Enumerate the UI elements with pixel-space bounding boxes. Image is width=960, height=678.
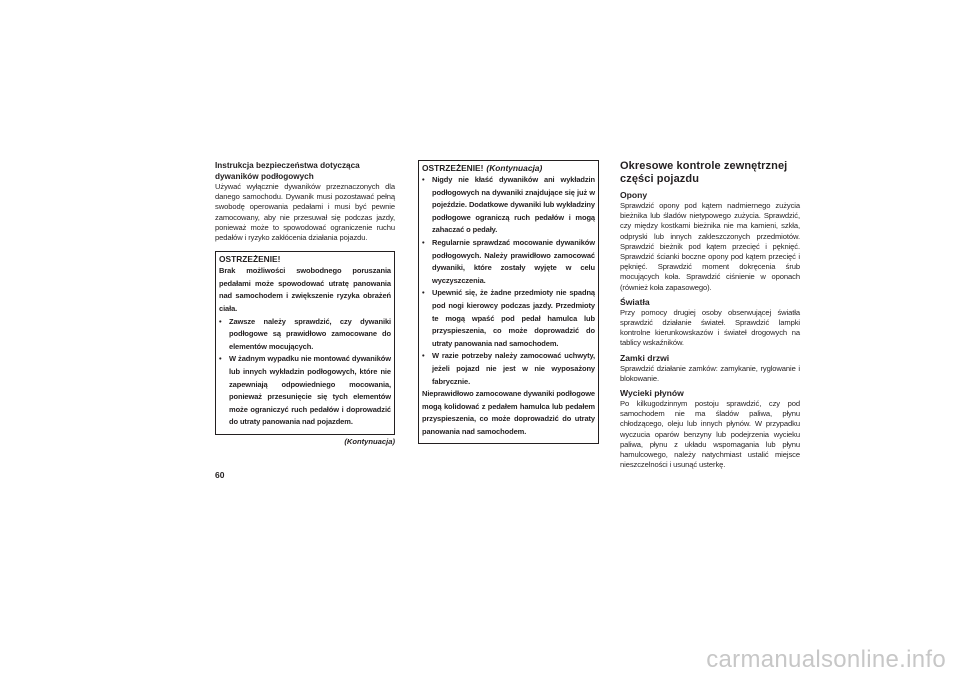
warning-intro: Brak możliwości swobodnego poruszania pedałami może spowodować utratę panowania nad samochodem i zwiększenie ryzyka obrażeń ciała. <box>219 266 391 313</box>
paragraph-door-locks: Sprawdzić działanie zamków: zamykanie, ryglowanie i blokowanie. <box>620 363 800 383</box>
subheading-lights: Światła <box>620 296 650 307</box>
warning-box <box>215 251 395 435</box>
subheading-fluid-leaks: Wycieki płynów <box>620 388 684 399</box>
paragraph-tires: Sprawdzić opony pod kątem nadmiernego zużycia bieżnika lub śladów nietypowego zużycia. Sprawdzić, czy między kostkami bieżnika nie ma kamieni, szkła, odpryski lub innych zakleszczonych przedmiotów. Sprawdzić bieżnik pod kątem przecięć i pęknięć. Sprawdzić ścianki boczne opony pod kątem przecięć i pęknięć. Sprawdzić moment dokręcenia śrub mocujących koła. Sprawdzić ciśnienie w oponach (również koła zapasowego). <box>620 201 800 292</box>
watermark: carmanualsonline.info <box>706 646 946 673</box>
floor-mat-safety-heading: Instrukcja bezpieczeństwa dotycząca dywaników podłogowych <box>215 161 360 181</box>
warning-list <box>219 316 391 429</box>
bullet-icon: • <box>422 237 425 247</box>
paragraph-lights: Przy pomocy drugiej osoby obserwującej światła sprawdzić działanie świateł. Sprawdzić lampki kontrolne kierunkowskazów i świateł drogowych na tablicy wskaźników. <box>620 307 800 348</box>
warning-title: OSTRZEŻENIE! <box>219 254 281 265</box>
warning-box-continued <box>418 160 599 444</box>
warning-list-item: • W żadnym wypadku nie montować dywaników lub innych wykładzin podłogowych, które nie zapewniają odpowiedniego mocowania, ponieważ przesunięcie się tych elementów może ograniczyć ruch pedałów i doprowadzić do utraty panowania nad pojazdem. <box>219 354 391 427</box>
bullet-icon: • <box>422 175 425 184</box>
column-right <box>620 160 800 470</box>
floor-mat-safety-paragraph: Używać wyłącznie dywaników przeznaczonych dla danego samochodu. Dywanik musi pozostawać pełną swobodę operowania pedałami i musi być pewnie zamocowany, aby nie przesuwał się podczas jazdy, ponieważ może to spowodować ograniczenie ruchu pedałów i ryzyko zakłócenia działania pojazdu. <box>215 182 395 243</box>
warning-list-item: • Upewnić się, że żadne przedmioty nie spadną pod nogi kierowcy podczas jazdy. Przedmioty te mogą wpaść pod pedał hamulca lub przyspieszenia, co może doprowadzić do utraty panowania nad samochodem. <box>422 288 595 348</box>
subheading-tires: Opony <box>620 190 648 200</box>
warning-list-item: • W razie potrzeby należy zamocować uchwyty, jeżeli pojazd nie jest w nie wyposażony fabrycznie. <box>422 351 595 386</box>
warning-title: OSTRZEŻENIE! (Kontynuacja) <box>422 163 543 173</box>
subheading-door-locks: Zamki drzwi <box>620 352 670 363</box>
warning-list-item: • Zawsze należy sprawdzić, czy dywaniki podłogowe są prawidłowo zamocowane do elementów mocujących. <box>219 316 391 351</box>
continued-label: (Kontynuacja) <box>344 436 395 446</box>
column-middle <box>418 160 599 444</box>
bullet-icon: • <box>219 354 222 364</box>
page-number: 60 <box>215 470 225 480</box>
bullet-icon: • <box>219 316 222 326</box>
column-left <box>215 160 395 448</box>
bullet-icon: • <box>422 288 425 298</box>
bullet-icon: • <box>422 351 425 361</box>
warning-outro: Nieprawidłowo zamocowane dywaniki podłogowe mogą kolidować z pedałem hamulca lub pedałem przyspieszenia, co może doprowadzić do utraty panowania nad samochodem. <box>422 389 595 436</box>
warning-list-item: • Regularnie sprawdzać mocowanie dywaników podłogowych. Należy prawidłowo zamocować dywaniki, które zostały wyjęte w celu wyczyszczenia. <box>422 237 595 285</box>
paragraph-fluid-leaks: Po kilkugodzinnym postoju sprawdzić, czy pod samochodem nie ma śladów paliwa, płynu chłodzącego, oleju lub innych płynów. W przypadku wyczucia oparów benzyny lub podejrzenia wycieku paliwa, płynu z układu wspomagania lub płynu hamulcowego, należy natychmiast ustalić miejsce nieszczelności i usunąć usterkę. <box>620 399 800 470</box>
warning-list <box>422 174 595 388</box>
warning-list-item: • Nigdy nie kłaść dywaników ani wykładzin podłogowych na dywaniki znajdujące się już w pojeździe. Dodatkowe dywaniki lub wykładziny podłogowe ograniczą ruch pedałów i mogą zahaczać o pedały. <box>422 175 595 235</box>
warning-title-continued: (Kontynuacja) <box>486 163 543 173</box>
section-title: Okresowe kontrole zewnętrznej części pojazdu <box>620 160 788 185</box>
